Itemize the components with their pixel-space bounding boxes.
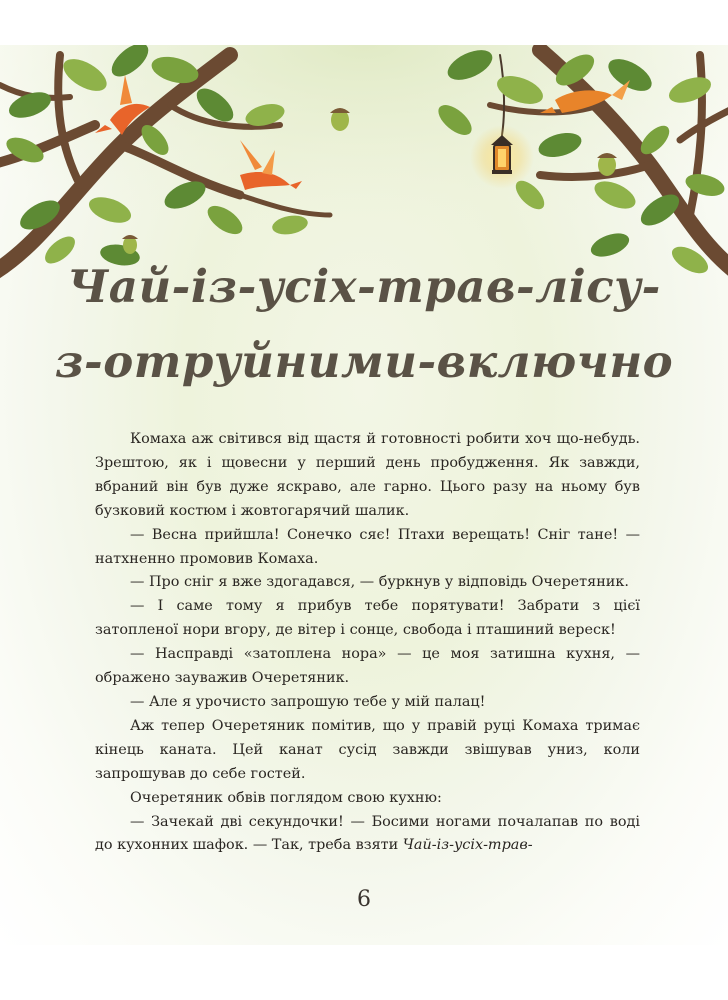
- page-number: 6: [357, 887, 371, 912]
- chapter-body: [95, 428, 640, 858]
- paragraph-last: [95, 811, 640, 859]
- chapter-title-line-2: з-отруйними-включно: [54, 335, 674, 388]
- paragraph: — Весна прийшла! Сонечко сяє! Птахи верещать! Сніг тане! — натхненно промовив Комаха.: [95, 526, 640, 567]
- tea-name-italic: Чай-із-усіх-трав-: [402, 837, 533, 854]
- paragraph: Комаха аж світився від щастя й готовності робити хоч що-небудь. Зрештою, як і щовесни у перший день пробудження. Як завжди, вбраний він був дуже яскраво, але гарно. Цього разу на ньому був бузковий костюм і жовтогарячий шалик.: [95, 431, 640, 519]
- paragraph-text: — Зачекай дві секундочки! — Босими ногами почалапав по воді до кухонних шафок. — Так, треба взяти: [95, 813, 640, 854]
- chapter-title-line-1: Чай-із-усіх-трав-лісу-: [67, 260, 661, 313]
- paragraph: Аж тепер Очеретяник помітив, що у правій руці Комаха тримає кінець каната. Цей канат сусід завжди звішував униз, коли запрошував до себе гостей.: [95, 717, 640, 782]
- paragraph: — Про сніг я вже здогадався, — буркнув у відповідь Очеретяник.: [130, 574, 629, 591]
- paragraph: — Насправді «затоплена нора» — це моя затишна кухня, — ображено зауважив Очеретяник.: [95, 646, 640, 687]
- paragraph: — І саме тому я прибув тебе порятувати! Забрати з цієї затопленої нори вгору, де вітер і сонце, свобода і пташиний вереск!: [95, 598, 640, 639]
- paragraph: Очеретяник обвів поглядом свою кухню:: [130, 789, 442, 806]
- paragraph: — Але я урочисто запрошую тебе у мій палац!: [130, 693, 486, 710]
- lantern: [470, 125, 534, 189]
- book-page: [0, 45, 728, 945]
